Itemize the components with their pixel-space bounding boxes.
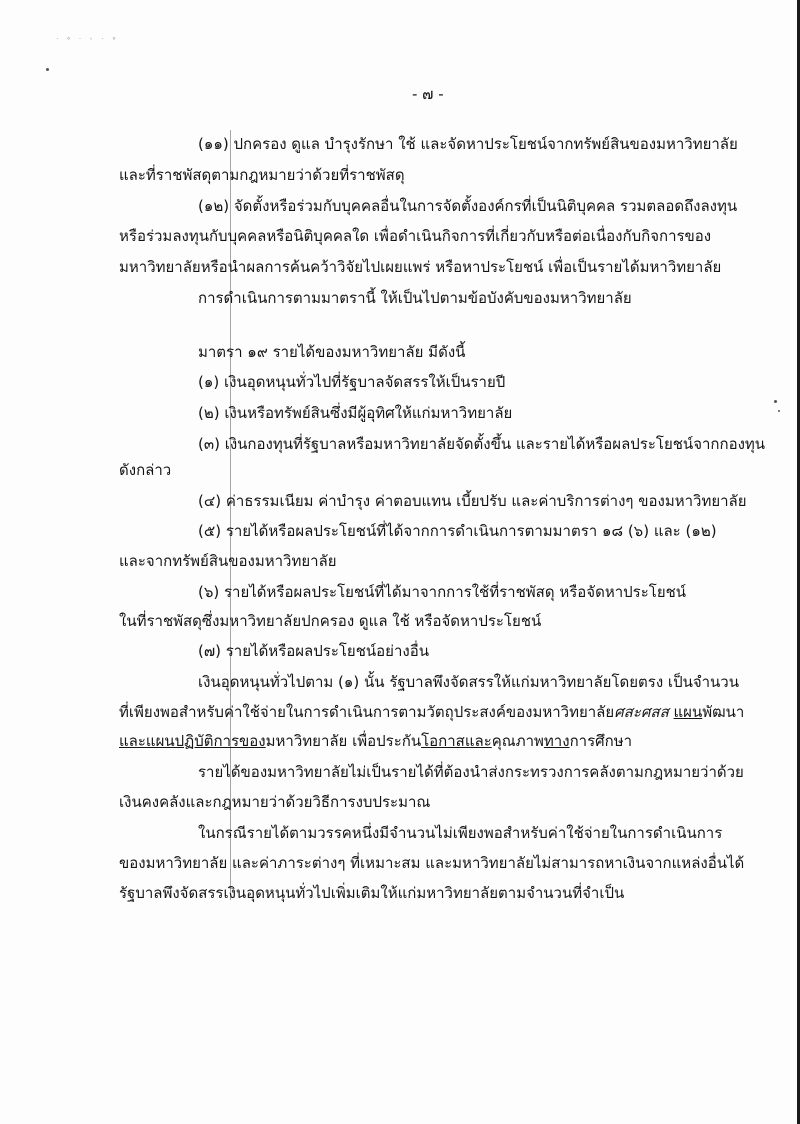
- struck-text: ศสะศสส: [614, 703, 669, 721]
- text-line: เงินคงคลังและกฎหมายว่าด้วยวิธีการงบประมาณ: [119, 793, 431, 811]
- list-item: (๑) เงินอุดหนุนทั่วไปที่รัฐบาลจัดสรรให้เป็นรายปี: [198, 373, 506, 391]
- list-item: (๓) เงินกองทุนที่รัฐบาลหรือมหาวิทยาลัยจัดตั้งขึ้น และรายได้หรือผลประโยชน์จากกองทุน: [198, 435, 766, 453]
- text-line: ของมหาวิทยาลัย และค่าภาระต่างๆ ที่เหมาะสม และมหาวิทยาลัยไม่สามารถหาเงินจากแหล่งอื่นได้: [119, 854, 745, 872]
- text-line: หรือร่วมลงทุนกับบุคคลหรือนิติบุคคลใด เพื่อดำเนินกิจการที่เกี่ยวกับหรือต่อเนื่องกับกิจการของ: [119, 227, 712, 245]
- text-line: รายได้ของมหาวิทยาลัยไม่เป็นรายได้ที่ต้องนำส่งกระทรวงการคลังตามกฎหมายว่าด้วย: [198, 763, 744, 781]
- list-item: (๔) ค่าธรรมเนียม ค่าบำรุง ค่าตอบแทน เบี้ยปรับ และค่าบริการต่างๆ ของมหาวิทยาลัย: [198, 492, 747, 510]
- underlined-text: และแผนปฏิบัติการของ: [119, 732, 266, 750]
- text-line: การดำเนินการตามมาตรานี้ ให้เป็นไปตามข้อบังคับของมหาวิทยาลัย: [198, 289, 632, 307]
- list-item: (๒) เงินหรือทรัพย์สินซึ่งมีผู้อุทิศให้แก่มหาวิทยาลัย: [198, 404, 513, 422]
- underlined-text: แผน: [673, 703, 703, 721]
- text-line: [119, 702, 744, 722]
- text-line: และที่ราชพัสดุตามกฎหมายว่าด้วยที่ราชพัสดุ: [119, 166, 405, 184]
- scan-speck: [46, 68, 49, 71]
- text-line: (๑๒) จัดตั้งหรือร่วมกับบุคคลอื่นในการจัดตั้งองค์กรที่เป็นนิติบุคคล รวมตลอดถึงลงทุน: [198, 197, 738, 215]
- list-item: (๕) รายได้หรือผลประโยชน์ที่ได้จากการดำเนินการตามมาตรา ๑๘ (๖) และ (๑๒): [198, 522, 717, 540]
- underlined-text: ทาง: [543, 732, 570, 750]
- page-number: - ๗ -: [412, 85, 444, 103]
- text-line: ดังกล่าว: [119, 461, 172, 479]
- list-item: (๗) รายได้หรือผลประโยชน์อย่างอื่น: [198, 642, 429, 660]
- text-segment: การศึกษา: [569, 732, 633, 750]
- text-segment: คุณภาพ: [491, 732, 544, 750]
- list-item: (๖) รายได้หรือผลประโยชน์ที่ได้มาจากการใช้ที่ราชพัสดุ หรือจัดหาประโยชน์: [198, 583, 687, 601]
- text-segment: ที่เพียงพอสำหรับค่าใช้จ่ายในการดำเนินการตามวัตถุประสงค์ของมหาวิทยาลัย: [119, 703, 615, 721]
- text-segment: พัฒนา: [702, 703, 745, 721]
- text-line: [119, 731, 632, 751]
- underlined-text: โอกาสและ: [421, 732, 492, 750]
- text-line: (๑๑) ปกครอง ดูแล บำรุงรักษา ใช้ และจัดหาประโยชน์จากทรัพย์สินของมหาวิทยาลัย: [198, 135, 738, 153]
- text-segment: มหาวิทยาลัย เพื่อประกัน: [265, 732, 422, 750]
- scan-speck: [778, 410, 780, 412]
- text-line: และจากทรัพย์สินของมหาวิทยาลัย: [119, 552, 337, 570]
- text-line: เงินอุดหนุนทั่วไปตาม (๑) นั้น รัฐบาลพึงจัดสรรให้แก่มหาวิทยาลัยโดยตรง เป็นจำนวน: [198, 673, 739, 691]
- scan-speck: [774, 400, 777, 403]
- text-line: มหาวิทยาลัยหรือนำผลการค้นคว้าวิจัยไปเผยแพร่ หรือหาประโยชน์ เพื่อเป็นรายได้มหาวิทยาลัย: [119, 258, 722, 276]
- text-line: ในที่ราชพัสดุซึ่งมหาวิทยาลัยปกครอง ดูแล ใช้ หรือจัดหาประโยชน์: [119, 612, 542, 630]
- scan-artifact: ˙ ˚ ˙ ` ˙ ˚: [55, 38, 119, 48]
- section-heading: มาตรา ๑๙ รายได้ของมหาวิทยาลัย มีดังนี้: [198, 343, 466, 361]
- text-line: รัฐบาลพึงจัดสรรเงินอุดหนุนทั่วไปเพิ่มเติมให้แก่มหาวิทยาลัยตามจำนวนที่จำเป็น: [119, 884, 625, 902]
- text-line: ในกรณีรายได้ตามวรรคหนึ่งมีจำนวนไม่เพียงพอสำหรับค่าใช้จ่ายในการดำเนินการ: [198, 824, 723, 842]
